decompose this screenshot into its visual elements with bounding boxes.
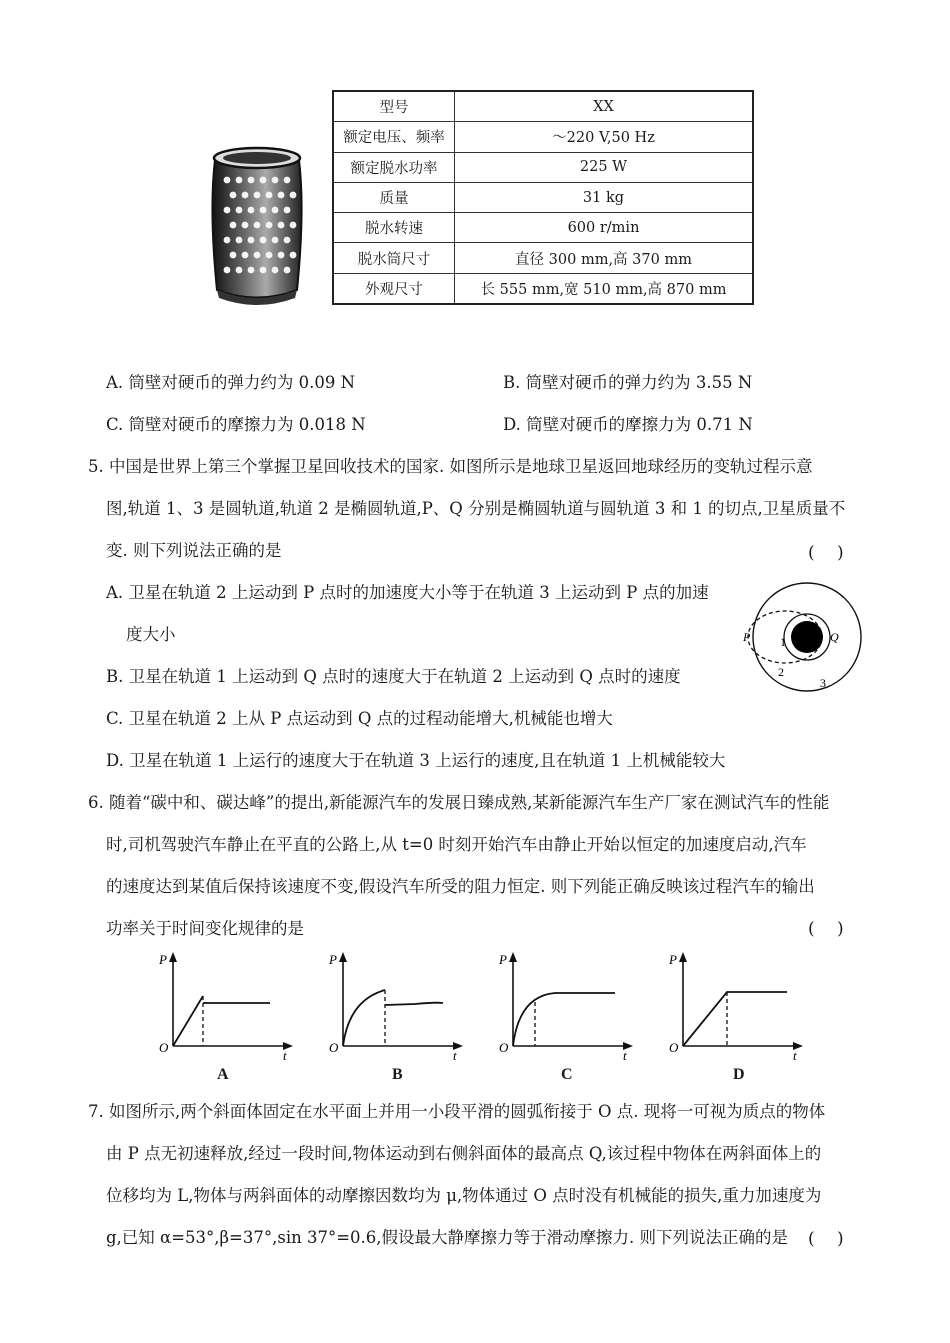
spec-value: 直径 300 mm,高 370 mm bbox=[455, 243, 754, 273]
point-q-label: Q bbox=[830, 630, 839, 644]
graph-d bbox=[665, 950, 805, 1060]
spec-key: 质量 bbox=[333, 182, 455, 212]
q7-stem-line1: 7. 如图所示,两个斜面体固定在水平面上并用一小段平滑的圆弧衔接于 O 点. 现将一可视为质点的物体 bbox=[88, 1102, 826, 1121]
q5-stem-line2: 图,轨道 1、3 是圆轨道,轨道 2 是椭圆轨道,P、Q 分别是椭圆轨道与圆轨道 3 和 1 的切点,卫星质量不 bbox=[106, 499, 846, 518]
graph-b-label: B bbox=[392, 1066, 403, 1083]
q4-option-c: C. 筒壁对硬币的摩擦力为 0.018 N bbox=[106, 415, 366, 434]
svg-text:P: P bbox=[329, 952, 337, 967]
q4-option-b: B. 筒壁对硬币的弹力约为 3.55 N bbox=[503, 373, 753, 392]
spec-key: 脱水转速 bbox=[333, 213, 455, 243]
q6-stem-line2: 时,司机驾驶汽车静止在平直的公路上,从 t=0 时刻开始汽车由静止开始以恒定的加速度启动,汽车 bbox=[106, 835, 807, 854]
graph-a-label: A bbox=[217, 1066, 229, 1083]
spec-row bbox=[333, 182, 753, 212]
q5-option-a: A. 卫星在轨道 2 上运动到 P 点时的加速度大小等于在轨道 3 上运动到 P 点的加速 bbox=[106, 583, 709, 602]
svg-text:t: t bbox=[453, 1048, 457, 1060]
graph-d-label: D bbox=[733, 1066, 745, 1083]
q6-stem-line4: 功率关于时间变化规律的是 bbox=[106, 919, 304, 938]
orbit-diagram bbox=[740, 580, 870, 695]
q7-answer-paren: ( ) bbox=[808, 1229, 844, 1249]
svg-text:t: t bbox=[283, 1048, 287, 1060]
spec-table bbox=[332, 90, 754, 305]
svg-text:t: t bbox=[623, 1048, 627, 1060]
graph-b bbox=[325, 950, 465, 1060]
q6-stem-line3: 的速度达到某值后保持该速度不变,假设汽车所受的阻力恒定. 则下列能正确反映该过程汽车的输出 bbox=[106, 877, 815, 896]
spec-key: 外观尺寸 bbox=[333, 273, 455, 304]
spec-value: 31 kg bbox=[455, 182, 754, 212]
spec-value: XX bbox=[455, 91, 754, 122]
q7-stem-line4: g,已知 α=53°,β=37°,sin 37°=0.6,假设最大静摩擦力等于滑动摩擦力. 则下列说法正确的是 bbox=[106, 1228, 789, 1247]
q7-stem-line2: 由 P 点无初速释放,经过一段时间,物体运动到右侧斜面体的最高点 Q,该过程中物体在两斜面体上的 bbox=[106, 1144, 822, 1163]
orbit-3-label: 3 bbox=[820, 676, 826, 690]
svg-text:O: O bbox=[499, 1040, 509, 1055]
spec-key: 脱水筒尺寸 bbox=[333, 243, 455, 273]
spec-key: 额定脱水功率 bbox=[333, 152, 455, 182]
spec-value: 600 r/min bbox=[455, 213, 754, 243]
spec-row bbox=[333, 273, 753, 304]
q5-option-a-cont: 度大小 bbox=[126, 625, 176, 644]
spec-row bbox=[333, 213, 753, 243]
q5-stem-line1: 5. 中国是世界上第三个掌握卫星回收技术的国家. 如图所示是地球卫星返回地球经历的变轨过程示意 bbox=[88, 457, 813, 476]
earth bbox=[791, 621, 823, 653]
orbit-2-label: 2 bbox=[778, 665, 784, 679]
svg-text:O: O bbox=[329, 1040, 339, 1055]
q7-stem-line3: 位移均为 L,物体与两斜面体的动摩擦因数均为 μ,物体通过 O 点时没有机械能的损失,重力加速度为 bbox=[106, 1186, 822, 1205]
graph-a bbox=[155, 950, 295, 1060]
graph-c-label: C bbox=[561, 1066, 573, 1083]
svg-text:P: P bbox=[669, 952, 677, 967]
spec-row bbox=[333, 152, 753, 182]
drum-illustration bbox=[205, 140, 310, 305]
spec-value: ～220 V,50 Hz bbox=[455, 122, 754, 152]
svg-text:t: t bbox=[793, 1048, 797, 1060]
spec-value: 225 W bbox=[455, 152, 754, 182]
q6-answer-paren: ( ) bbox=[808, 919, 844, 939]
q4-option-d: D. 筒壁对硬币的摩擦力为 0.71 N bbox=[503, 415, 753, 434]
orbit-1-label: 1 bbox=[780, 635, 786, 649]
q5-option-d: D. 卫星在轨道 1 上运行的速度大于在轨道 3 上运行的速度,且在轨道 1 上机械能较大 bbox=[106, 751, 726, 770]
svg-text:O: O bbox=[159, 1040, 169, 1055]
spec-key: 额定电压、频率 bbox=[333, 122, 455, 152]
svg-text:O: O bbox=[669, 1040, 679, 1055]
q6-stem-line1: 6. 随着“碳中和、碳达峰”的提出,新能源汽车的发展日臻成熟,某新能源汽车生产厂家在测试汽车的性能 bbox=[88, 793, 830, 812]
q5-stem-line3: 变. 则下列说法正确的是 bbox=[106, 541, 282, 560]
spec-row bbox=[333, 91, 753, 122]
q5-option-b: B. 卫星在轨道 1 上运动到 Q 点时的速度大于在轨道 2 上运动到 Q 点时的速度 bbox=[106, 667, 681, 686]
point-p-label: P bbox=[743, 630, 751, 644]
q5-option-c: C. 卫星在轨道 2 上从 P 点运动到 Q 点的过程动能增大,机械能也增大 bbox=[106, 709, 613, 728]
q5-answer-paren: ( ) bbox=[808, 543, 844, 563]
svg-text:P: P bbox=[159, 952, 167, 967]
q4-option-a: A. 筒壁对硬币的弹力约为 0.09 N bbox=[106, 373, 356, 392]
graph-c bbox=[495, 950, 635, 1060]
svg-text:P: P bbox=[499, 952, 507, 967]
spec-row bbox=[333, 122, 753, 152]
spec-value: 长 555 mm,宽 510 mm,高 870 mm bbox=[455, 273, 754, 304]
spec-key: 型号 bbox=[333, 91, 455, 122]
spec-row bbox=[333, 243, 753, 273]
